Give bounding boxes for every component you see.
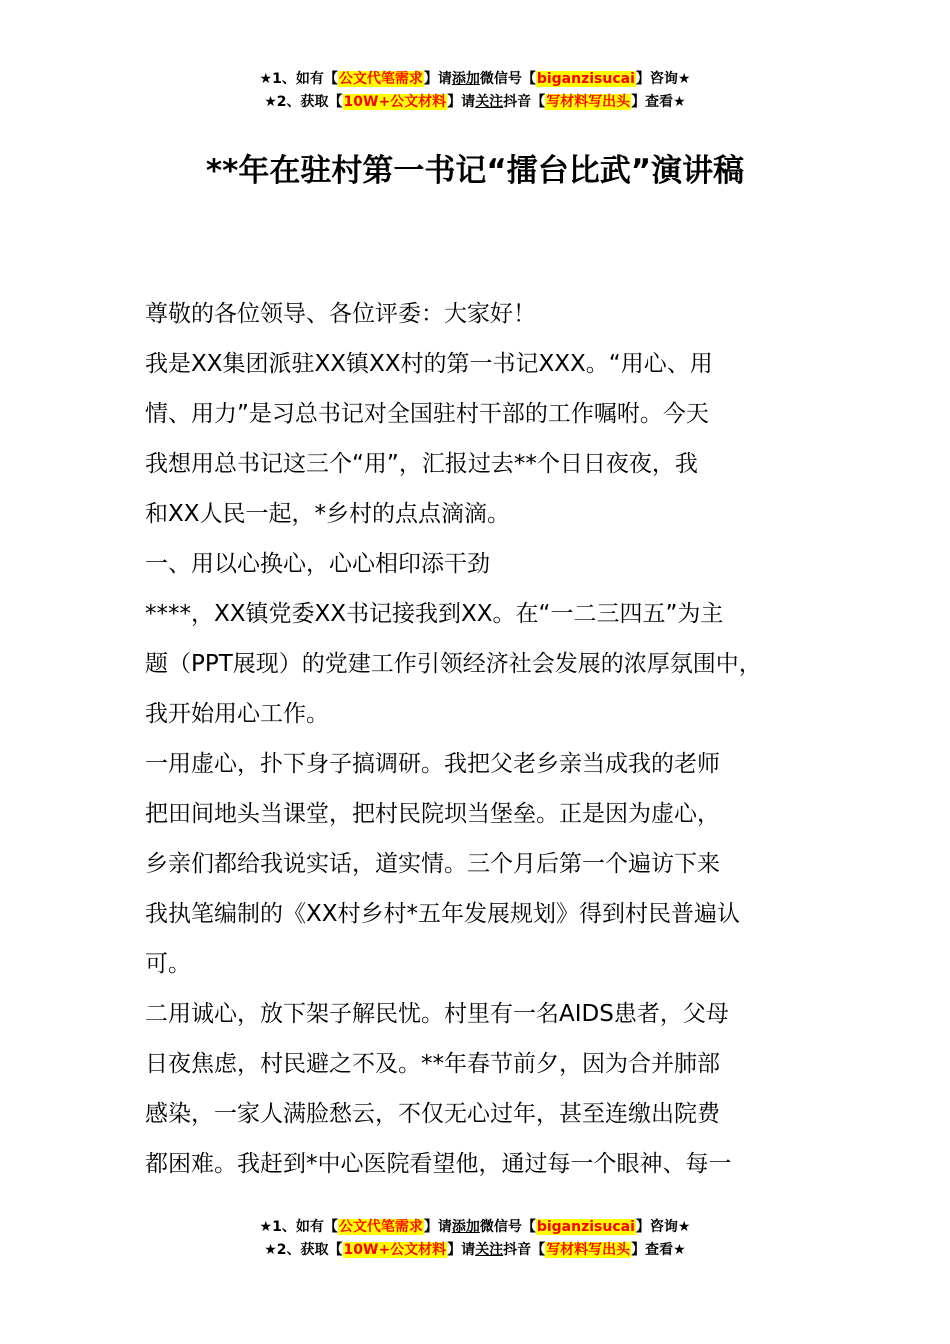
body-line: 都困难。我赶到*中心医院看望他，通过每一个眼神、每一: [145, 1151, 732, 1177]
banner-line-1: [0, 68, 950, 91]
footer-banner: [0, 1216, 950, 1262]
body-line: 和XX人民一起，*乡村的点点滴滴。: [145, 501, 511, 527]
body-line: 我想用总书记这三个“用”，汇报过去**个日日夜夜，我: [145, 451, 698, 477]
banner-emphasis: 添加: [451, 1219, 480, 1235]
banner-emphasis: 关注: [475, 94, 504, 110]
banner-highlight: 公文代笔需求: [338, 1219, 423, 1235]
body-line: ****，XX镇党委XX书记接我到XX。在“一二三四五”为主: [145, 601, 724, 627]
body-line: 感染，一家人满脸愁云，不仅无心过年，甚至连缴出院费: [145, 1101, 720, 1127]
banner-line-1: [0, 1216, 950, 1239]
banner-text: 抖音【: [503, 94, 546, 110]
banner-highlight: 10W+公文材料: [343, 94, 447, 110]
banner-text: ★2、获取【: [264, 1242, 343, 1258]
banner-highlight: 写材料写出头: [546, 94, 631, 110]
body-line: 情、用力”是习总书记对全国驻村干部的工作嘱咐。今天: [145, 401, 709, 427]
banner-text: 】咨询★: [635, 71, 691, 87]
body-line: 尊敬的各位领导、各位评委：大家好！: [145, 301, 536, 327]
banner-text: ★1、如有【: [259, 1219, 338, 1235]
document-title: **年在驻村第一书记“擂台比武”演讲稿: [205, 153, 745, 189]
banner-text: 微信号【: [479, 1219, 536, 1235]
banner-highlight: 10W+公文材料: [343, 1242, 447, 1258]
banner-text: 】查看★: [631, 1242, 686, 1258]
banner-text: 】咨询★: [635, 1219, 691, 1235]
body-line: 可。: [145, 951, 191, 977]
banner-text: 】查看★: [631, 94, 686, 110]
body-line: 一用虚心，扑下身子搞调研。我把父老乡亲当成我的老师: [145, 751, 720, 777]
banner-emphasis: 关注: [475, 1242, 504, 1258]
banner-text: 】请: [423, 71, 452, 87]
body-line: 把田间地头当课堂，把村民院坝当堡垒。正是因为虚心，: [145, 801, 720, 827]
body-line: 日夜焦虑，村民避之不及。**年春节前夕，因为合并肺部: [145, 1051, 720, 1077]
banner-highlight: 写材料写出头: [546, 1242, 631, 1258]
document-body: [145, 289, 825, 1189]
banner-text: ★2、获取【: [264, 94, 343, 110]
body-line: 二用诚心，放下架子解民忧。村里有一名AIDS患者，父母: [145, 1001, 729, 1027]
banner-highlight: 公文代笔需求: [338, 71, 423, 87]
banner-emphasis: 添加: [451, 71, 480, 87]
banner-highlight: biganzisucai: [536, 71, 635, 87]
banner-line-2: [0, 1239, 950, 1262]
body-line: 我是XX集团派驻XX镇XX村的第一书记XXX。“用心、用: [145, 351, 713, 377]
banner-text: 】请: [447, 94, 476, 110]
banner-line-2: [0, 91, 950, 114]
banner-text: ★1、如有【: [259, 71, 338, 87]
section-heading: 一、用以心换心，心心相印添干劲: [145, 551, 490, 577]
banner-text: 抖音【: [503, 1242, 546, 1258]
header-banner: [0, 68, 950, 114]
banner-text: 】请: [447, 1242, 476, 1258]
banner-text: 】请: [423, 1219, 452, 1235]
banner-highlight: biganzisucai: [536, 1219, 635, 1235]
body-line: 题（PPT展现）的党建工作引领经济社会发展的浓厚氛围中，: [145, 651, 762, 677]
body-line: 我开始用心工作。: [145, 701, 329, 727]
banner-text: 微信号【: [479, 71, 536, 87]
body-line: 乡亲们都给我说实话，道实情。三个月后第一个遍访下来: [145, 851, 720, 877]
body-line: 我执笔编制的《XX村乡村*五年发展规划》得到村民普遍认: [145, 901, 741, 927]
